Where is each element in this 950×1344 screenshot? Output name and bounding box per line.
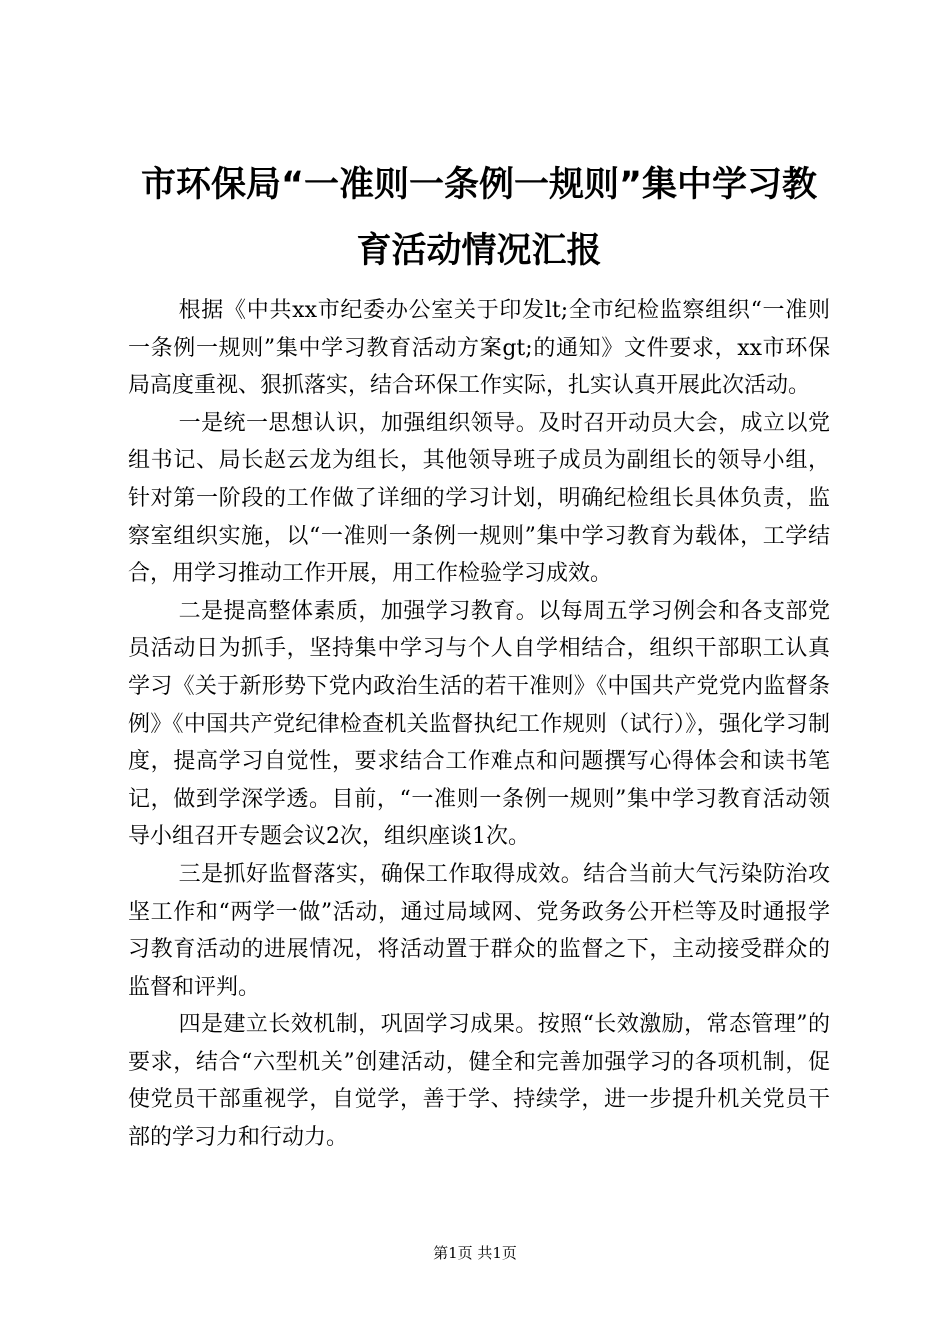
document-body — [128, 292, 830, 1157]
paragraph-point-4: 四是建立长效机制，巩固学习成果。按照“长效激励，常态管理”的要求，结合“六型机关”创建活动，健全和完善加强学习的各项机制，促使党员干部重视学，自觉学，善于学、持续学，进一步提升机关党员干部的学习力和行动力。 — [128, 1012, 830, 1151]
paragraph-point-2: 二是提高整体素质，加强学习教育。以每周五学习例会和各支部党员活动日为抓手，坚持集中学习与个人自学相结合，组织干部职工认真学习《关于新形势下党内政治生活的若干准则》《中国共产党党内监督条例》《中国共产党纪律检查机关监督执纪工作规则（试行）》，强化学习制度，提高学习自觉性，要求结合工作难点和问题撰写心得体会和读书笔记，做到学深学透。目前，“一准则一条例一规则”集中学习教育活动领导小组召开专题会议2次，组织座谈1次。 — [128, 598, 830, 850]
paragraph-point-1: 一是统一思想认识，加强组织领导。及时召开动员大会，成立以党组书记、局长赵云龙为组长，其他领导班子成员为副组长的领导小组，针对第一阶段的工作做了详细的学习计划，明确纪检组长具体负责，监察室组织实施，以“一准则一条例一规则”集中学习教育为载体，工学结合，用学习推动工作开展，用工作检验学习成效。 — [128, 410, 830, 587]
paragraph-point-3: 三是抓好监督落实，确保工作取得成效。结合当前大气污染防治攻坚工作和“两学一做”活动，通过局域网、党务政务公开栏等及时通报学习教育活动的进展情况，将活动置于群众的监督之下，主动接受群众的监督和评判。 — [128, 861, 830, 1000]
page-footer: 第1页 共1页 — [433, 1244, 517, 1262]
paragraph-intro: 根据《中共xx市纪委办公室关于印发lt;全市纪检监察组织“一准则一条例一规则”集中学习教育活动方案gt;的通知》文件要求，xx市环保局高度重视、狠抓落实，结合环保工作实际，扎实认真开展此次活动。 — [128, 298, 830, 399]
document-title: 市环保局“一准则一条例一规则”集中学习教育活动情况汇报 — [140, 165, 817, 271]
